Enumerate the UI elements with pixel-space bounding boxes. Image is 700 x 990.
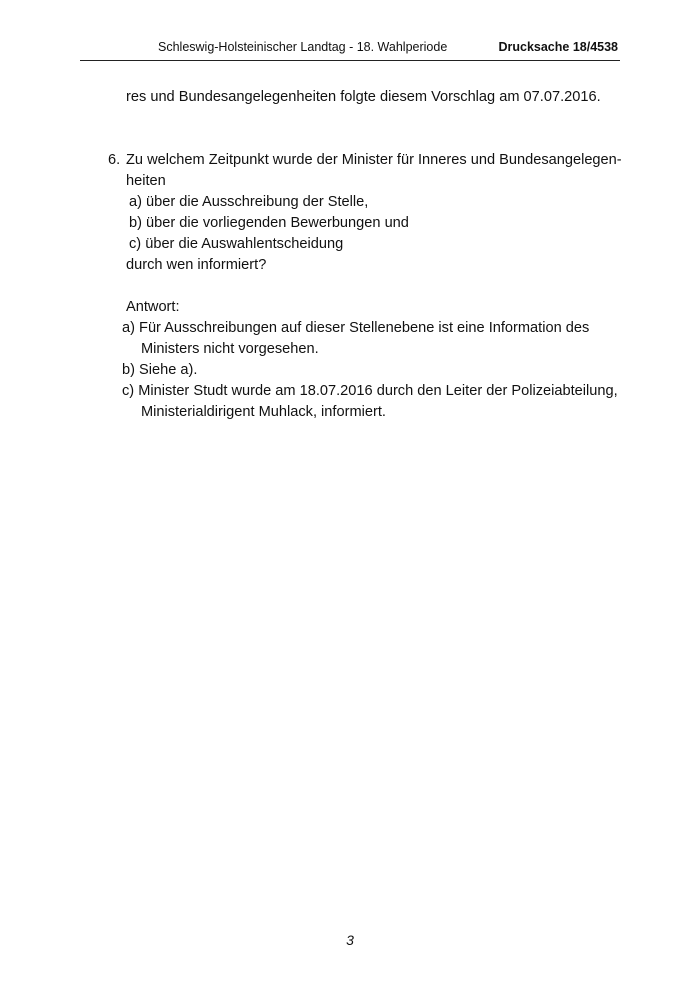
answer-a-line-1: a) Für Ausschreibungen auf dieser Stellenebene ist eine Information des [122, 320, 590, 336]
page-header [80, 38, 620, 61]
question-line-2: heiten [126, 173, 166, 189]
question-closing: durch wen informiert? [126, 257, 267, 273]
answer-c-line-1: c) Minister Studt wurde am 18.07.2016 durch den Leiter der Polizeiabteilung, [122, 383, 618, 399]
question-item-b: b) über die vorliegenden Bewerbungen und [129, 215, 409, 231]
question-item-a: a) über die Ausschreibung der Stelle, [129, 194, 369, 210]
answer-b: b) Siehe a). [122, 362, 198, 378]
page-number: 3 [346, 932, 354, 948]
header-title: Schleswig-Holsteinischer Landtag - 18. Wahlperiode [158, 40, 448, 54]
question-item-c: c) über die Auswahlentscheidung [129, 236, 344, 252]
answer-label: Antwort: [126, 299, 180, 315]
answer-c-line-2: Ministerialdirigent Muhlack, informiert. [141, 404, 386, 420]
document-number: Drucksache 18/4538 [498, 40, 618, 54]
continuation-text: res und Bundesangelegenheiten folgte diesem Vorschlag am 07.07.2016. [126, 89, 601, 105]
answer-a-line-2: Ministers nicht vorgesehen. [141, 341, 319, 357]
question-number: 6. [108, 152, 121, 168]
question-line-1: Zu welchem Zeitpunkt wurde der Minister für Inneres und Bundesangelegen- [126, 152, 622, 168]
